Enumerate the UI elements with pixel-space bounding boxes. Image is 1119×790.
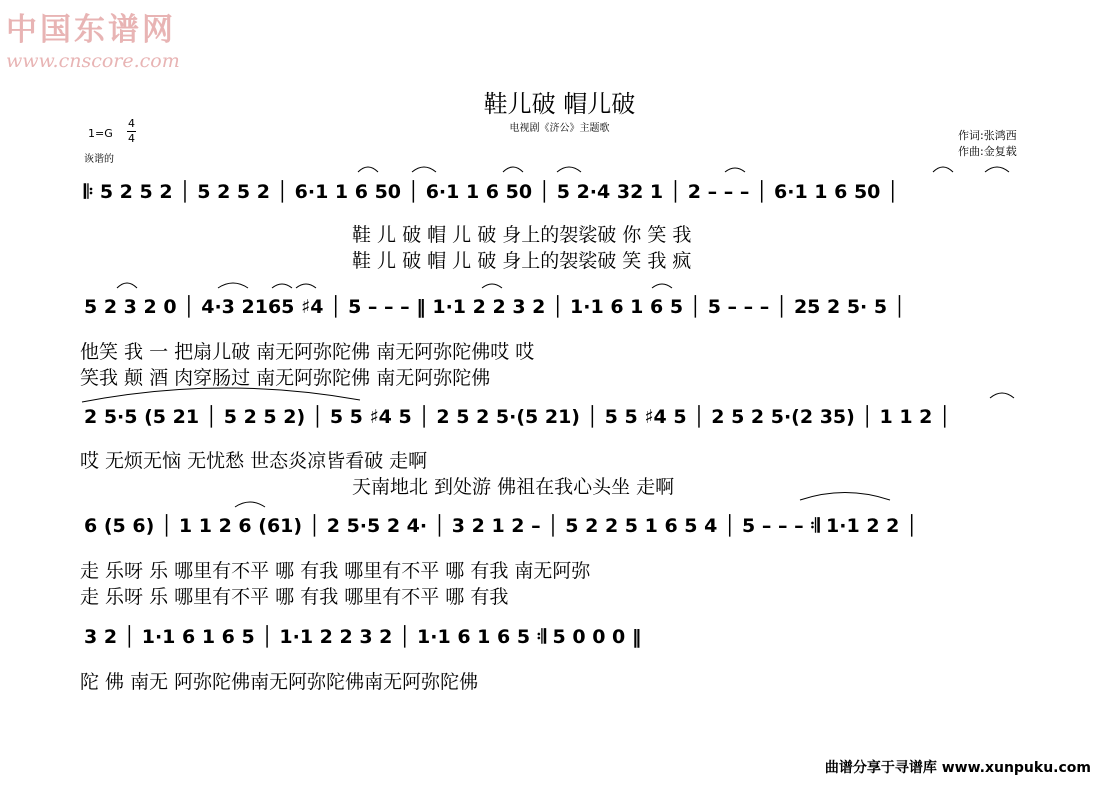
lyric-line-4-verse-1: 走 乐呀 乐 哪里有不平 哪 有我 哪里有不平 哪 有我 南无阿弥 <box>80 560 591 582</box>
composer-credit: 作曲:金复载 <box>958 145 1017 158</box>
song-title: 鞋儿破 帽儿破 <box>483 90 636 118</box>
notation-line-2: 5 2 3 2 0 │ 4·3 2165 ♯4 │ 5 – – – ‖ 1·1 2 2 3 2 │ 1·1 6 1 6 5 │ 5 – – – │ 25 2 5· 5 │ <box>84 296 906 318</box>
tempo-marking: 诙谐的 <box>84 154 114 165</box>
lyric-line-4-verse-2: 走 乐呀 乐 哪里有不平 哪 有我 哪里有不平 哪 有我 <box>80 586 509 608</box>
lyric-line-2-verse-2: 笑我 颠 酒 肉穿肠过 南无阿弥陀佛 南无阿弥陀佛 <box>80 367 491 389</box>
notation-line-5: 3 2 │ 1·1 6 1 6 5 │ 1·1 2 2 3 2 │ 1·1 6 1 6 5 𝄇 5 0 0 0 ‖ <box>84 626 642 648</box>
lyric-line-2-verse-1: 他笑 我 一 把扇儿破 南无阿弥陀佛 南无阿弥陀佛哎 哎 <box>80 341 535 363</box>
time-signature-top: 4 <box>128 117 135 130</box>
lyric-line-3-verse-2: 天南地北 到处游 佛祖在我心头坐 走啊 <box>352 476 675 498</box>
lyric-line-1-verse-1: 鞋 儿 破 帽 儿 破 身上的袈裟破 你 笑 我 <box>352 224 692 246</box>
site-watermark-name: 中国东谱网 <box>6 12 176 48</box>
song-subtitle: 电视剧《济公》主题歌 <box>509 123 610 134</box>
time-signature-bottom: 4 <box>128 132 135 145</box>
lyric-line-5-verse-1: 陀 佛 南无 阿弥陀佛南无阿弥陀佛南无阿弥陀佛 <box>80 671 479 693</box>
footer-source: 曲谱分享于寻谱库 www.xunpuku.com <box>824 760 1091 776</box>
key-signature: 1=G <box>88 127 113 140</box>
notation-line-4: 6 (5 6) │ 1 1 2 6 (61) │ 2 5·5 2 4· │ 3 2 1 2 – │ 5 2 2 5 1 6 5 4 │ 5 – – – 𝄇 1·1 2 2 │ <box>84 515 918 537</box>
site-watermark-url: www.cnscore.com <box>6 50 180 72</box>
lyricist-credit: 作词:张鸿西 <box>958 129 1017 142</box>
notation-line-1: 𝄆 5 2 5 2 │ 5 2 5 2 │ 6·1 1 6 50 │ 6·1 1 6 50 │ 5 2·4 32 1 │ 2 – – – │ 6·1 1 6 50 │ <box>84 181 899 203</box>
lyric-line-3-verse-1: 哎 无烦无恼 无忧愁 世态炎凉皆看破 走啊 <box>80 450 428 472</box>
lyric-line-1-verse-2: 鞋 儿 破 帽 儿 破 身上的袈裟破 笑 我 疯 <box>352 250 692 272</box>
notation-line-3: 2 5·5 (5 21 │ 5 2 5 2) │ 5 5 ♯4 5 │ 2 5 2 5·(5 21) │ 5 5 ♯4 5 │ 2 5 2 5·(2 35) │ 1 1 2 │ <box>84 406 951 428</box>
